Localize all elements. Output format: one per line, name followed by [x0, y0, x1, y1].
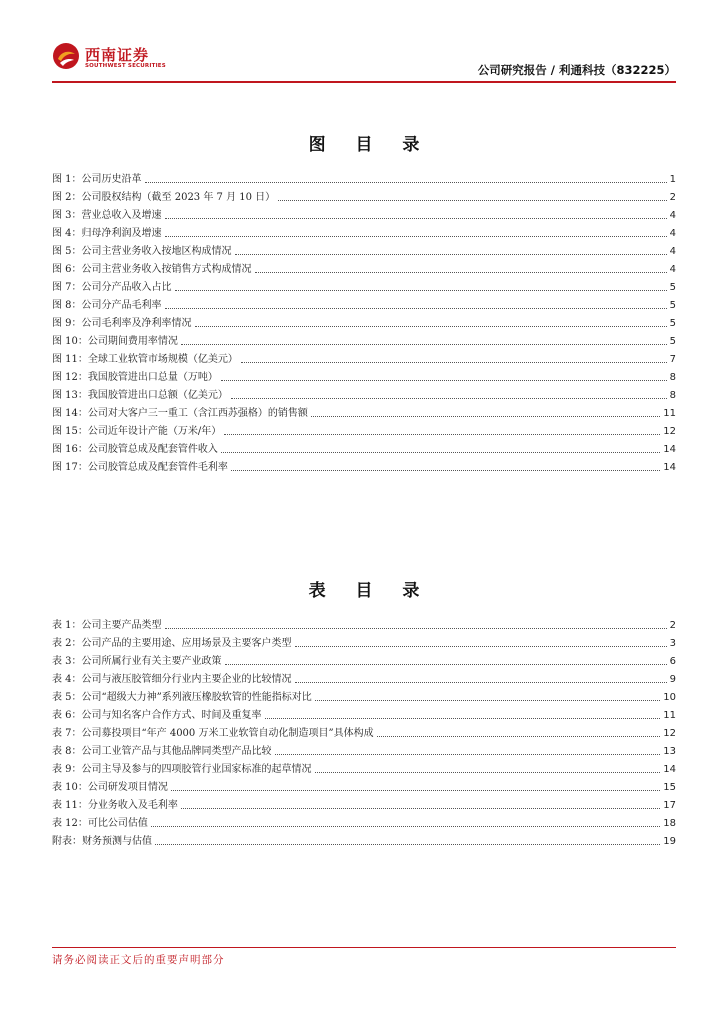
figure-entry-label: 图 11：全球工业软管市场规模（亿美元）: [52, 354, 238, 365]
table-toc-entry[interactable]: [52, 776, 676, 794]
dot-leader: [278, 200, 666, 201]
figure-entry-page-number: 8: [669, 372, 676, 383]
figure-toc-entry[interactable]: [52, 186, 676, 204]
table-entry-page-number: 6: [669, 656, 676, 667]
table-entry-page-number: 15: [663, 782, 676, 793]
table-toc-entry[interactable]: [52, 614, 676, 632]
figure-entry-label: 图 17：公司胶管总成及配套管件毛利率: [52, 462, 228, 473]
figure-entry-label: 图 1：公司历史沿革: [52, 174, 142, 185]
table-entry-label: 表 2：公司产品的主要用途、应用场景及主要客户类型: [52, 638, 292, 649]
figure-entry-page-number: 5: [669, 300, 676, 311]
figure-toc-entry[interactable]: [52, 204, 676, 222]
dot-leader: [295, 646, 667, 647]
dot-leader: [221, 452, 660, 453]
table-toc-entry[interactable]: [52, 668, 676, 686]
table-toc-entry[interactable]: [52, 686, 676, 704]
table-toc-entry[interactable]: [52, 794, 676, 812]
figure-entry-page-number: 4: [669, 228, 676, 239]
figure-toc-entry[interactable]: [52, 420, 676, 438]
dot-leader: [315, 700, 661, 701]
table-entry-page-number: 17: [663, 800, 676, 811]
figure-toc-entry[interactable]: [52, 168, 676, 186]
figure-toc-entry[interactable]: [52, 222, 676, 240]
table-entry-page-number: 10: [663, 692, 676, 703]
figure-entry-label: 图 12：我国胶管进出口总量（万吨）: [52, 372, 218, 383]
figure-entry-page-number: 11: [663, 408, 676, 419]
header-divider: [52, 81, 676, 83]
figure-entry-page-number: 4: [669, 210, 676, 221]
dot-leader: [255, 272, 667, 273]
figure-entry-page-number: 12: [663, 426, 676, 437]
dot-leader: [151, 826, 660, 827]
table-entry-label: 表 6：公司与知名客户合作方式、时间及重复率: [52, 710, 262, 721]
table-entry-page-number: 2: [669, 620, 676, 631]
figure-entry-page-number: 8: [669, 390, 676, 401]
figure-entry-page-number: 4: [669, 246, 676, 257]
figure-toc-entry[interactable]: [52, 258, 676, 276]
figure-toc-entry[interactable]: [52, 294, 676, 312]
figure-entry-label: 图 2：公司股权结构（截至 2023 年 7 月 10 日）: [52, 192, 276, 203]
dot-leader: [265, 718, 661, 719]
figure-entry-page-number: 2: [669, 192, 676, 203]
figure-entry-page-number: 5: [669, 336, 676, 347]
logo-text: 西南证券: [85, 46, 150, 64]
figure-entry-page-number: 5: [669, 318, 676, 329]
table-entry-label: 附表：财务预测与估值: [52, 836, 152, 847]
table-entry-page-number: 14: [663, 764, 676, 775]
tables-toc-list: [52, 614, 676, 848]
dot-leader: [165, 628, 667, 629]
figure-entry-page-number: 5: [669, 282, 676, 293]
figure-toc-entry[interactable]: [52, 366, 676, 384]
figure-entry-label: 图 16：公司胶管总成及配套管件收入: [52, 444, 218, 455]
report-title: 公司研究报告 / 利通科技（832225）: [477, 63, 676, 77]
dot-leader: [181, 344, 667, 345]
table-entry-label: 表 11：分业务收入及毛利率: [52, 800, 178, 811]
dot-leader: [315, 772, 661, 773]
dot-leader: [241, 362, 667, 363]
logo-subtext: SOUTHWEST SECURITIES: [85, 63, 166, 69]
table-entry-label: 表 9：公司主导及参与的四项胶管行业国家标准的起草情况: [52, 764, 312, 775]
table-entry-label: 表 12：可比公司估值: [52, 818, 148, 829]
table-entry-label: 表 4：公司与液压胶管细分行业内主要企业的比较情况: [52, 674, 292, 685]
figure-entry-page-number: 14: [663, 462, 676, 473]
table-toc-entry[interactable]: [52, 722, 676, 740]
dot-leader: [171, 790, 660, 791]
dot-leader: [231, 398, 667, 399]
table-toc-entry[interactable]: [52, 830, 676, 848]
southwest-securities-logo-icon: [52, 42, 80, 70]
table-entry-label: 表 3：公司所属行业有关主要产业政策: [52, 656, 222, 667]
table-entry-page-number: 18: [663, 818, 676, 829]
figure-toc-entry[interactable]: [52, 240, 676, 258]
table-toc-entry[interactable]: [52, 632, 676, 650]
table-entry-page-number: 9: [669, 674, 676, 685]
table-entry-page-number: 19: [663, 836, 676, 847]
table-entry-page-number: 11: [663, 710, 676, 721]
figure-entry-page-number: 14: [663, 444, 676, 455]
table-entry-label: 表 1：公司主要产品类型: [52, 620, 162, 631]
figure-entry-page-number: 1: [669, 174, 676, 185]
dot-leader: [275, 754, 661, 755]
table-entry-label: 表 8：公司工业管产品与其他品牌同类型产品比较: [52, 746, 272, 757]
figure-entry-label: 图 9：公司毛利率及净利率情况: [52, 318, 192, 329]
figure-entry-label: 图 13：我国胶管进出口总额（亿美元）: [52, 390, 228, 401]
table-toc-entry[interactable]: [52, 740, 676, 758]
table-entry-label: 表 7：公司募投项目“年产 4000 万米工业软管自动化制造项目”具体构成: [52, 728, 374, 739]
figure-toc-entry[interactable]: [52, 456, 676, 474]
figures-toc-list: [52, 168, 676, 474]
dot-leader: [231, 470, 660, 471]
table-entry-label: 表 10：公司研发项目情况: [52, 782, 168, 793]
figure-toc-entry[interactable]: [52, 276, 676, 294]
dot-leader: [295, 682, 667, 683]
tables-toc-title: 表 目 录: [308, 581, 432, 601]
company-logo: [52, 40, 192, 76]
figure-toc-entry[interactable]: [52, 312, 676, 330]
dot-leader: [181, 808, 660, 809]
table-toc-entry[interactable]: [52, 704, 676, 722]
dot-leader: [377, 736, 661, 737]
dot-leader: [221, 380, 667, 381]
dot-leader: [235, 254, 667, 255]
figure-entry-label: 图 8：公司分产品毛利率: [52, 300, 162, 311]
figure-entry-page-number: 7: [669, 354, 676, 365]
table-toc-entry[interactable]: [52, 812, 676, 830]
table-entry-label: 表 5：公司“超级大力神”系列液压橡胶软管的性能指标对比: [52, 692, 312, 703]
figure-entry-label: 图 6：公司主营业务收入按销售方式构成情况: [52, 264, 252, 275]
dot-leader: [225, 664, 667, 665]
dot-leader: [165, 236, 667, 237]
figure-toc-entry[interactable]: [52, 384, 676, 402]
table-entry-page-number: 3: [669, 638, 676, 649]
dot-leader: [311, 416, 660, 417]
dot-leader: [224, 434, 660, 435]
figure-entry-label: 图 14：公司对大客户三一重工（含江西苏强格）的销售额: [52, 408, 308, 419]
dot-leader: [195, 326, 667, 327]
footer-disclaimer: 请务必阅读正文后的重要声明部分: [52, 954, 225, 966]
table-entry-page-number: 12: [663, 728, 676, 739]
dot-leader: [165, 218, 667, 219]
figure-entry-label: 图 4：归母净利润及增速: [52, 228, 162, 239]
table-entry-page-number: 13: [663, 746, 676, 757]
page-header: [52, 40, 676, 80]
footer-divider: [52, 947, 676, 948]
dot-leader: [175, 290, 667, 291]
figure-entry-page-number: 4: [669, 264, 676, 275]
dot-leader: [165, 308, 667, 309]
dot-leader: [145, 182, 667, 183]
figure-entry-label: 图 15：公司近年设计产能（万米/年）: [52, 426, 222, 437]
dot-leader: [155, 844, 660, 845]
table-toc-entry[interactable]: [52, 758, 676, 776]
figure-entry-label: 图 3：营业总收入及增速: [52, 210, 162, 221]
figure-entry-label: 图 7：公司分产品收入占比: [52, 282, 172, 293]
figure-toc-entry[interactable]: [52, 330, 676, 348]
figure-entry-label: 图 10：公司期间费用率情况: [52, 336, 178, 347]
table-toc-entry[interactable]: [52, 650, 676, 668]
figure-entry-label: 图 5：公司主营业务收入按地区构成情况: [52, 246, 232, 257]
figures-toc-title: 图 目 录: [308, 135, 432, 155]
figure-toc-entry[interactable]: [52, 438, 676, 456]
figure-toc-entry[interactable]: [52, 402, 676, 420]
figure-toc-entry[interactable]: [52, 348, 676, 366]
